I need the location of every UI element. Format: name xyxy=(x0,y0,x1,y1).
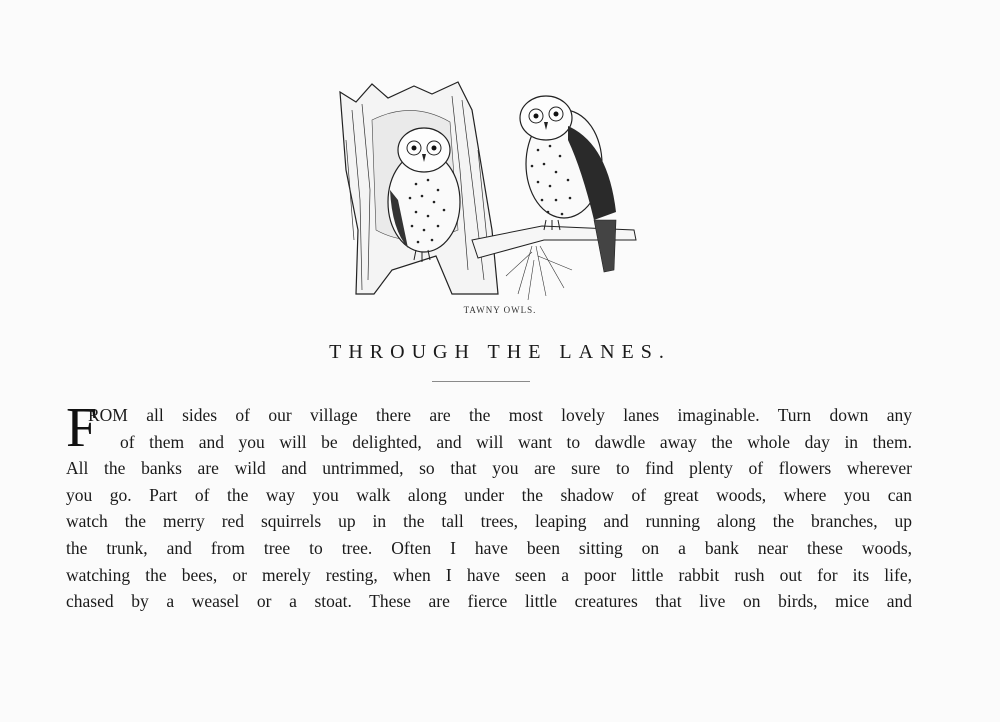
title-divider xyxy=(432,381,530,382)
owl-engraving-icon xyxy=(332,80,638,302)
text-line-4: you go. Part of the way you walk along under the shadow of great woods, where you can xyxy=(66,484,912,505)
illustration-caption: TAWNY OWLS. xyxy=(463,305,537,315)
body-paragraph xyxy=(66,397,912,615)
drop-cap: F xyxy=(66,397,98,459)
text-line-5: watch the merry red squirrels up in the tall trees, leaping and running along the branches, up xyxy=(66,511,912,532)
text-line-7: watching the bees, or merely resting, when I have seen a poor little rabbit rush out for its life, xyxy=(66,564,912,585)
chapter-title: THROUGH THE LANES. xyxy=(329,341,671,363)
text-line-8: chased by a weasel or a stoat. These are fierce little creatures that live on birds, mice and xyxy=(66,591,912,612)
text-line-3: All the banks are wild and untrimmed, so that you are sure to find plenty of flowers wherever xyxy=(66,458,912,479)
text-line-1: ROM all sides of our village there are the most lovely lanes imaginable. Turn down any xyxy=(88,405,912,425)
tawny-owls-illustration xyxy=(332,80,638,302)
text-line-2: of them and you will be delighted, and will want to dawdle away the whole day in them. xyxy=(120,431,912,452)
text-line-6: the trunk, and from tree to tree. Often I have been sitting on a bank near these woods, xyxy=(66,537,912,558)
